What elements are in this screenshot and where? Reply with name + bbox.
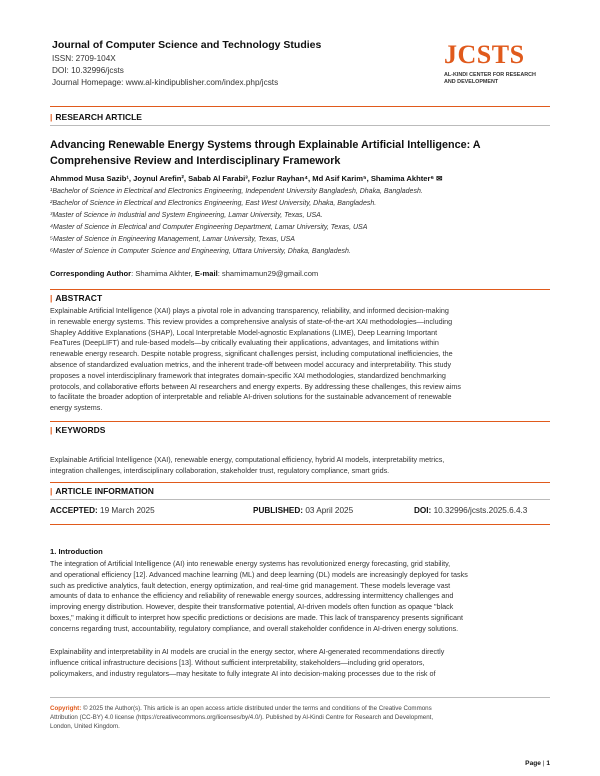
corresponding-author: Corresponding Author: Shamima Akhter, E-mail: shamimamun29@gmail.com xyxy=(50,269,319,278)
email-link[interactable]: : shamimamun29@gmail.com xyxy=(217,269,319,278)
paper-title-line: Advancing Renewable Energy Systems through Explainable Artificial Intelligence: A xyxy=(50,139,481,151)
article-info-subrule xyxy=(50,499,550,500)
accepted-date: ACCEPTED: 19 March 2025 xyxy=(50,506,155,515)
keywords-rule xyxy=(50,421,550,422)
article-doi[interactable]: DOI: 10.32996/jcsts.2025.6.4.3 xyxy=(414,506,528,515)
copyright-rule xyxy=(50,697,550,698)
copyright-notice: Copyright: © 2025 the Author(s). This article is an open access article distributed under the terms and conditions of the Creative Commons Attribution (CC-BY) 4.0 license (https://creativecommons.org/licenses/by/4.0/). Published by Al-Kindi Centre for Research and Development, London, United Kingdom. xyxy=(50,705,434,730)
logo-text: JCSTS xyxy=(444,40,525,69)
affiliation: ³Master of Science in Industrial and System Engineering, Lamar University, Texas, USA. xyxy=(50,212,323,219)
heading-bar-icon: | xyxy=(50,486,53,496)
published-date: PUBLISHED: 03 April 2025 xyxy=(253,506,354,515)
logo-subtitle-line1: AL-KINDI CENTER FOR RESEARCH xyxy=(444,72,536,78)
article-info-rule xyxy=(50,482,550,483)
keywords-text: Explainable Artificial Intelligence (XAI), renewable energy, computational efficiency, hybrid AI models, interpretability metrics, integration challenges, interdisciplinary collaboration, stakeholder trust, regulatory compliance, smart grids. xyxy=(50,455,445,475)
authors: Ahmmod Musa Sazib¹, Joynul Arefin², Sabab Al Farabi³, Fozlur Rayhan⁴, Md Asif Karim⁵, Shamima Akhter⁶ ✉ xyxy=(50,174,443,183)
heading-bar-icon: | xyxy=(50,425,53,435)
introduction-paragraph: Explainability and interpretability in AI models are crucial in the energy sector, where AI-generated recommendations directly influence critical infrastructure decisions [13]. Without sufficient interpretability, stakeholders—including grid operators, policymakers, and industry regulators—may hesitate to fully integrate AI into decision-making processes due to the risk of xyxy=(50,647,445,678)
paper-title-line: Comprehensive Review and Interdisciplinary Framework xyxy=(50,155,341,167)
abstract-rule xyxy=(50,289,550,290)
abstract-heading: | ABSTRACT xyxy=(50,293,103,303)
page-number: 1 xyxy=(546,760,550,767)
journal-doi: DOI: 10.32996/jcsts xyxy=(52,66,124,75)
affiliation: ²Bachelor of Science in Electrical and Electronics Engineering, East West University, Dhaka, Bangladesh. xyxy=(50,200,377,207)
journal-logo xyxy=(444,40,554,86)
affiliation: ⁵Master of Science in Engineering Management, Lamar University, Texas, USA xyxy=(50,236,295,243)
introduction-paragraph: The integration of Artificial Intelligence (AI) into renewable energy systems has revolutionized energy forecasting, grid stability, and operational efficiency [12]. Advanced machine learning (ML) and deep learning (DL) models are increasingly deployed for tasks such as predictive analytics, fault detection, energy optimization, and real-time grid management. These models leverage vast amounts of data to enhance the efficiency and reliability of renewable energy sources, addressing intermittency challenges and improving energy distribution. However, despite their transformative potential, AI-driven models often function as opaque "black boxes," making it difficult to interpret how specific predictions or decisions are made. This lack of transparency presents significant concerns regarding trust, accountability, regulatory compliance, and overall stakeholder confidence in AI-driven energy solutions. xyxy=(50,559,468,633)
affiliation: ⁶Master of Science in Computer Science and Engineering, Uttara University, Dhaka, Bangladesh. xyxy=(50,248,351,255)
journal-homepage: Journal Homepage: www.al-kindipublisher.com/index.php/jcsts xyxy=(52,78,279,87)
logo-subtitle-line2: AND DEVELOPMENT xyxy=(444,79,499,85)
page-footer: Page | 1 xyxy=(525,760,550,767)
article-info-heading: | ARTICLE INFORMATION xyxy=(50,486,154,496)
heading-bar-icon: | xyxy=(50,112,53,122)
journal-title: Journal of Computer Science and Technology Studies xyxy=(52,39,322,51)
affiliation: ⁴Master of Science in Electrical and Computer Engineering Department, Lamar University, Texas, USA xyxy=(50,224,368,231)
keywords-heading: | KEYWORDS xyxy=(50,425,106,435)
article-type: | RESEARCH ARTICLE xyxy=(50,112,142,122)
affiliation: ¹Bachelor of Science in Electrical and Electronics Engineering, Independent University Bangladesh, Dhaka, Bangladesh. xyxy=(50,188,423,195)
logo-subtitle xyxy=(444,72,554,86)
top-rule xyxy=(50,106,550,107)
introduction-heading: 1. Introduction xyxy=(50,547,103,556)
journal-issn: ISSN: 2709-104X xyxy=(52,54,116,63)
paper-title xyxy=(50,137,530,169)
article-type-rule xyxy=(50,125,550,126)
abstract-text: Explainable Artificial Intelligence (XAI) plays a pivotal role in advancing transparency, reliability, and informed decision-making in renewable energy systems. This review provides a comprehensive analysis of state-of-the-art XAI methodologies—including Shapley Additive Explanations (SHAP), Local Interpretable Model-agnostic Explanations (LIME), Deep Learning Important FeaTures (DeepLIFT) and rule-based models—by critically evaluating their applications, advantages, and limitations within renewable energy research. Despite notable progress, significant challenges persist, including computational inefficiencies, the absence of standardized evaluation metrics, and the inherent trade-off between model accuracy and interpretability. This study proposes a novel interdisciplinary framework that integrates domain-specific XAI methodologies, standardized benchmarking protocols, and collaborative efforts between AI researchers and energy experts. By addressing these challenges, this review aims to facilitate the broader adoption of interpretable and reliable AI-driven solutions for the sustainable advancement of renewable energy systems. xyxy=(50,306,461,413)
heading-bar-icon: | xyxy=(50,293,53,303)
article-info-bottom-rule xyxy=(50,524,550,525)
